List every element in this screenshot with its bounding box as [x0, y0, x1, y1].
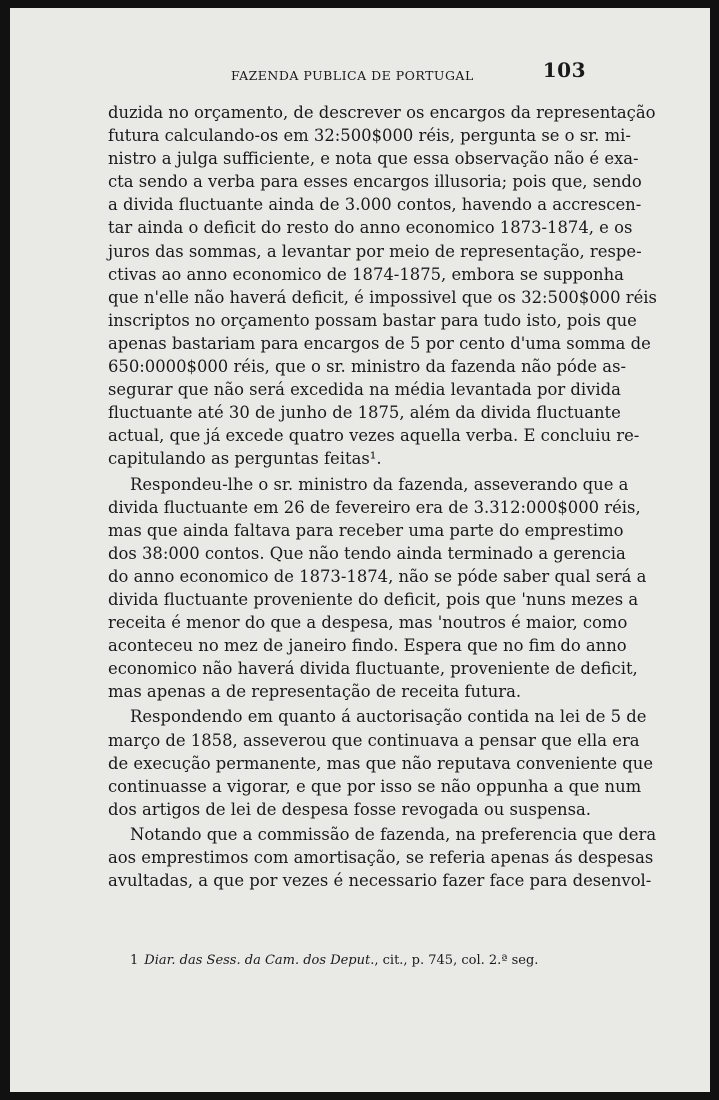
body-text: [108, 101, 657, 892]
text-line: inscriptos no orçamento possam bastar para tudo isto, pois que: [108, 310, 637, 330]
text-line: economico não haverá divida fluctuante, proveniente de deficit,: [108, 659, 638, 679]
footnote: [130, 953, 538, 968]
text-line: cta sendo a verba para esses encargos illusoria; pois que, sendo: [108, 172, 642, 192]
running-title: FAZENDA PUBLICA DE PORTUGAL: [231, 68, 474, 83]
text-line: duzida no orçamento, de descrever os encargos da representação: [108, 103, 656, 122]
text-line: apenas bastariam para encargos de 5 por cento d'uma somma de: [108, 333, 651, 353]
text-line: dos artigos de lei de despesa fosse revogada ou suspensa.: [108, 799, 592, 819]
text-line: aconteceu no mez de janeiro findo. Espera que no fim do anno: [108, 636, 627, 656]
text-line: Respondendo em quanto á auctorisação contida na lei de 5 de: [130, 707, 647, 727]
footnote-source: Diar. das Sess. da Cam. dos Deput.: [144, 953, 375, 968]
text-line: segurar que não será excedida na média levantada por divida: [108, 380, 621, 400]
text-line: capitulando as perguntas feitas¹.: [108, 449, 382, 469]
text-line: mas que ainda faltava para receber uma parte do emprestimo: [108, 520, 624, 540]
text-line: Respondeu-lhe o sr. ministro da fazenda, asseverando que a: [130, 474, 629, 494]
footnote-citation: , cit., p. 745, col. 2.ª seg.: [374, 953, 539, 968]
text-line: receita é menor do que a despesa, mas 'noutros é maior, como: [108, 613, 628, 633]
text-line: do anno economico de 1873-1874, não se póde saber qual será a: [108, 566, 647, 586]
text-line: 650:0000$000 réis, que o sr. ministro da fazenda não póde as-: [108, 357, 627, 377]
text-line: continuasse a vigorar, e que por isso se não oppunha a que num: [108, 776, 642, 796]
text-line: avultadas, a que por vezes é necessario fazer face para desenvol-: [108, 871, 652, 891]
text-line: juros das sommas, a levantar por meio de representação, respe-: [108, 241, 642, 261]
text-line: Notando que a commissão de fazenda, na preferencia que dera: [130, 824, 657, 844]
book-page: [10, 8, 710, 1092]
text-line: mas apenas a de representação de receita futura.: [108, 682, 522, 702]
text-line: divida fluctuante em 26 de fevereiro era de 3.312:000$000 réis,: [108, 497, 641, 517]
footnote-label: 1: [130, 953, 139, 968]
text-line: ctivas ao anno economico de 1874-1875, embora se supponha: [108, 264, 624, 284]
text-line: actual, que já excede quatro vezes aquella verba. E concluiu re-: [108, 426, 640, 446]
page-number: 103: [542, 58, 586, 82]
text-line: que n'elle não haverá deficit, é impossivel que os 32:500$000 réis: [108, 287, 657, 307]
text-line: futura calculando-os em 32:500$000 réis, pergunta se o sr. mi-: [108, 126, 631, 146]
text-line: tar ainda o deficit do resto do anno economico 1873-1874, e os: [108, 218, 633, 238]
text-line: dos 38:000 contos. Que não tendo ainda terminado a gerencia: [108, 543, 626, 563]
running-header: [118, 58, 586, 84]
text-line: março de 1858, asseverou que continuava a pensar que ella era: [108, 730, 640, 750]
text-line: fluctuante até 30 de junho de 1875, além da divida fluctuante: [108, 403, 621, 423]
text-line: divida fluctuante proveniente do deficit, pois que 'nuns mezes a: [108, 589, 639, 609]
text-line: nistro a julga sufficiente, e nota que essa observação não é exa-: [108, 149, 639, 169]
text-line: aos emprestimos com amortisação, se referia apenas ás despesas: [108, 848, 654, 867]
text-line: de execução permanente, mas que não reputava conveniente que: [108, 753, 654, 773]
text-line: a divida fluctuante ainda de 3.000 contos, havendo a accrescen-: [108, 195, 642, 215]
